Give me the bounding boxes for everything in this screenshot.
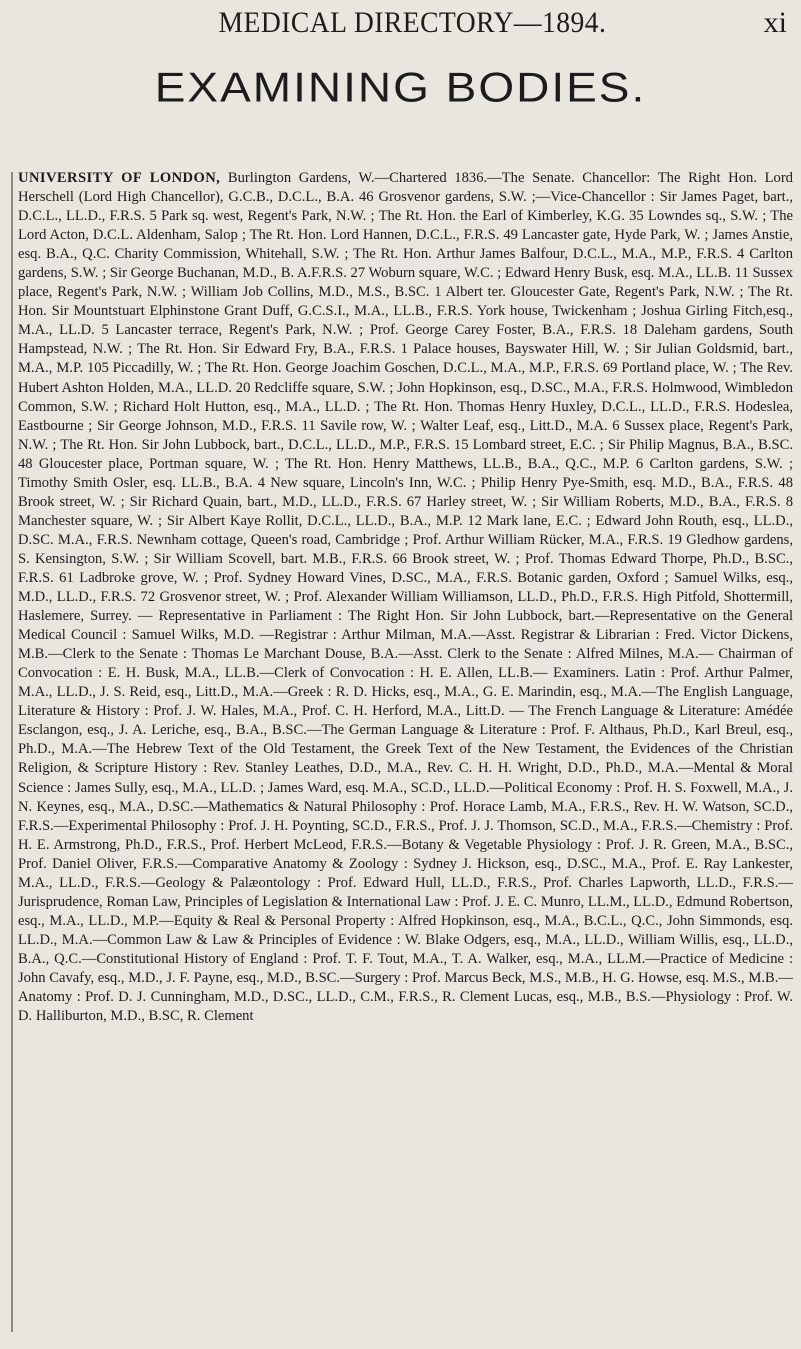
institution-name: UNIVERSITY OF LONDON, — [18, 170, 221, 186]
page-number: xi — [763, 6, 787, 39]
running-head — [90, 6, 791, 40]
entry-body — [18, 169, 793, 1026]
binding-edge-shadow — [11, 172, 13, 1332]
section-title: EXAMINING BODIES. — [154, 63, 647, 111]
running-head-title: MEDICAL DIRECTORY—1894. — [218, 6, 607, 39]
entry-text: Burlington Gardens, W.—Chartered 1836.—The Senate. Chancellor: The Right Hon. Lord Herschell (Lord High Chancellor), G.C.B., D.C.L., B.A. 46 Grosvenor gardens, S.W. ;—Vice-Chancellor : Sir James Paget, bart., D.C.L., LL.D., F.R.S. 5 Park sq. west, Regent's Park, N.W. ; The Rt. Hon. the Earl of Kimberley, K.G. 35 Lowndes sq., S.W. ; The Lord Acton, D.C.L. Aldenham, Salop ; The Rt. Hon. Lord Hannen, D.C.L., F.R.S. 49 Lancaster gate, Hyde Park, W. ; James Anstie, esq. B.A., Q.C. Charity Commission, Whitehall, S.W. ; The Rt. Hon. Arthur James Balfour, D.C.L., M.A., M.P., F.R.S. 4 Carlton gardens, S.W. ; Sir George Buchanan, M.D., B. A.F.R.S. 27 Woburn square, W.C. ; Edward Henry Busk, esq. M.A., LL.B. 11 Sussex place, Regent's Park, N.W. ; William Job Collins, M.D., M.S., B.SC. 1 Albert ter. Gloucester Gate, Regent's Park, N.W. ; The Rt. Hon. Sir Mountstuart Elphinstone Grant Duff, G.C.S.I., M.A., LL.B., F.R.S. York house, Twickenham ; Joshua Girling Fitch,esq., M.A., LL.D. 5 Lancaster terrace, Regent's Park, N.W. ; Prof. George Carey Foster, B.A., F.R.S. 18 Daleham gardens, South Hampstead, N.W. ; The Rt. Hon. Sir Edward Fry, B.A., F.R.S. 1 Palace houses, Bayswater Hill, W. ; Sir Julian Goldsmid, bart., M.A., M.P. 105 Piccadilly, W. ; The Rt. Hon. George Joachim Goschen, D.C.L., M.A., M.P., F.R.S. 69 Portland place, W. ; The Rev. Hubert Ashton Holden, M.A., LL.D. 20 Redcliffe square, S.W. ; John Hopkinson, esq., D.SC., M.A., F.R.S. Holmwood, Wimbledon Common, S.W. ; Richard Holt Hutton, esq., M.A., LL.D. ; The Rt. Hon. Thomas Henry Huxley, D.C.L., LL.D., F.R.S. Hodeslea, Eastbourne ; Sir George Johnson, M.D., F.R.S. 11 Savile row, W. ; Walter Leaf, esq., Litt.D., M.A. 6 Sussex place, Regent's Park, N.W. ; The Rt. Hon. Sir John Lubbock, bart., D.C.L., LL.D., M.P., F.R.S. 15 Lombard street, E.C. ; Sir Philip Magnus, B.A., B.SC. 48 Gloucester place, Portman square, W. ; The Rt. Hon. Henry Matthews, LL.B., B.A., Q.C., M.P. 6 Carlton gardens, S.W. ; Timothy Smith Osler, esq. LL.B., B.A. 4 New square, Lincoln's Inn, W.C. ; Philip Henry Pye-Smith, esq. M.D., B.A., F.R.S. 48 Brook street, W. ; Sir Richard Quain, bart., M.D., LL.D., F.R.S. 67 Harley street, W. ; Sir William Roberts, M.D., B.A., F.R.S. 8 Manchester square, W. ; Sir Albert Kaye Rollit, D.C.L., LL.D., B.A., M.P. 12 Mark lane, E.C. ; Edward John Routh, esq., LL.D., D.SC. M.A., F.R.S. Newnham cottage, Queen's road, Cambridge ; Prof. Arthur William Rücker, M.A., F.R.S. 19 Gledhow gardens, S. Kensington, S.W. ; Sir William Scovell, bart. M.B., F.R.S. 66 Brook street, W. ; Prof. Thomas Edward Thorpe, Ph.D., B.SC., F.R.S. 61 Ladbroke grove, W. ; Prof. Sydney Howard Vines, D.SC., M.A., F.R.S. Botanic garden, Oxford ; Samuel Wilks, esq., M.D., LL.D., F.R.S. 72 Grosvenor street, W. ; Prof. Alexander William Williamson, LL.D., Ph.D., F.R.S. High Pitfold, Shottermill, Haslemere, Surrey. — Representative in Parliament : The Right Hon. Sir John Lubbock, bart.—Representative on the General Medical Council : Samuel Wilks, M.D. —Registrar : Arthur Milman, M.A.—Asst. Registrar & Librarian : Fred. Victor Dickens, M.B.—Clerk to the Senate : Thomas Le Marchant Douse, B.A.—Asst. Clerk to the Senate : Alfred Milnes, M.A.— Chairman of Convocation : E. H. Busk, M.A., LL.B.—Clerk of Convocation : H. E. Allen, LL.B.— Examiners. Latin : Prof. Arthur Palmer, M.A., LL.D., J. S. Reid, esq., Litt.D., M.A.—Greek : R. D. Hicks, esq., M.A., G. E. Marindin, esq., M.A.—The English Language, Literature & History : Prof. J. W. Hales, M.A., Prof. C. H. Herford, M.A., Litt.D. — The French Language & Literature: Amédée Esclangon, esq., J. A. Leriche, esq., B.A., B.SC.—The German Language & Literature : Prof. F. Althaus, Ph.D., Karl Breul, esq., Ph.D., M.A.—The Hebrew Text of the Old Testament, the Greek Text of the New Testament, the Evidences of the Christian Religion, & Scripture History : Rev. Stanley Leathes, D.D., M.A., Rev. C. H. H. Wright, D.D., Ph.D., M.A.—Mental & Moral Science : James Sully, esq., M.A., LL.D. ; James Ward, esq. M.A., SC.D., LL.D.—Political Economy : Prof. H. S. Foxwell, M.A., J. N. Keynes, esq., M.A., D.SC.—Mathematics & Natural Philosophy : Prof. Horace Lamb, M.A., F.R.S., Rev. H. W. Watson, SC.D., F.R.S.—Experimental Philosophy : Prof. J. H. Poynting, SC.D., F.R.S., Prof. J. J. Thomson, SC.D., M.A., F.R.S.—Chemistry : Prof. H. E. Armstrong, Ph.D., F.R.S., Prof. Herbert McLeod, F.R.S.—Botany & Vegetable Physiology : Prof. J. R. Green, M.A., B.SC., Prof. Daniel Oliver, F.R.S.—Comparative Anatomy & Zoology : Sydney J. Hickson, esq., D.SC., M.A., Prof. E. Ray Lankester, M.A., LL.D., F.R.S.—Geology & Palæontology : Prof. Edward Hull, LL.D., F.R.S., Prof. Charles Lapworth, LL.D., F.R.S.—Jurisprudence, Roman Law, Principles of Legislation & International Law : Prof. J. E. C. Munro, LL.M., LL.D., Edmund Robertson, esq., M.A., LL.D., M.P.—Equity & Real & Personal Property : Alfred Hopkinson, esq., M.A., B.C.L., Q.C., John Simmonds, esq. LL.D., M.A.—Common Law & Law & Principles of Evidence : W. Blake Odgers, esq., M.A., LL.D., William Willis, esq., LL.D., B.A., Q.C.—Constitutional History of England : Prof. T. F. Tout, M.A., T. A. Walker, esq., M.A., LL.M.—Practice of Medicine : John Cavafy, esq., M.D., J. F. Payne, esq., M.D., B.SC.—Surgery : Prof. Marcus Beck, M.S., M.B., H. G. Howse, esq. M.S., M.B.—Anatomy : Prof. D. J. Cunningham, M.D., D.SC., LL.D., C.M., F.R.S., R. Clement Lucas, esq., M.B., B.S.—Physiology : Prof. W. D. Halliburton, M.D., B.SC, R. Clement — [18, 170, 793, 1025]
